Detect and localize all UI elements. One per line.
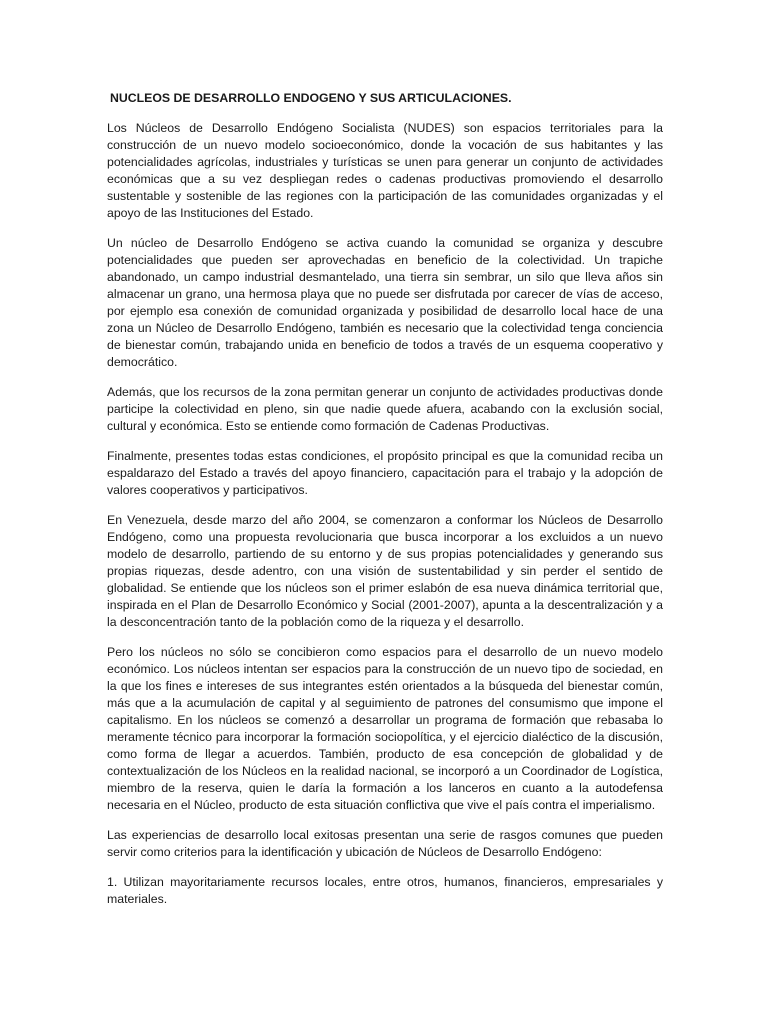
paragraph-state-support: Finalmente, presentes todas estas condiciones, el propósito principal es que la comunidad reciba un espaldarazo del Estado a través del apoyo financiero, capacitación para el trabajo y la adopción de valores cooperativos y participativos. bbox=[107, 449, 663, 497]
document-body bbox=[107, 90, 663, 908]
paragraph-common-traits: Las experiencias de desarrollo local exitosas presentan una serie de rasgos comunes que pueden servir como criterios para la identificación y ubicación de Núcleos de Desarrollo Endógeno: bbox=[107, 828, 663, 859]
paragraph-productive-chains: Además, que los recursos de la zona permitan generar un conjunto de actividades productivas donde participe la colectividad en pleno, sin que nadie quede afuera, acabando con la exclusión social, cultural y económica. Esto se entiende como formación de Cadenas Productivas. bbox=[107, 385, 663, 433]
paragraph-nudes-definition: Los Núcleos de Desarrollo Endógeno Socialista (NUDES) son espacios territoriales para la construcción de un nuevo modelo socioeconómico, donde la vocación de sus habitantes y las potencialidades agrícolas, industriales y turísticas se unen para generar un conjunto de actividades económicas que a su vez despliegan redes o cadenas productivas promoviendo el desarrollo sustentable y sostenible de las regiones con la participación de las comunidades organizadas y el apoyo de las Instituciones del Estado. bbox=[107, 121, 663, 220]
paragraph-venezuela-2004: En Venezuela, desde marzo del año 2004, se comenzaron a conformar los Núcleos de Desarrollo Endógeno, como una propuesta revolucionaria que busca incorporar a los excluidos a un nuevo modelo de desarrollo, partiendo de su entorno y de sus propias potencialidades y generando sus propias riquezas, desde adentro, con una visión de sustentabilidad y sin perder el sentido de globalidad. Se entiende que los núcleos son el primer eslabón de esa nueva dinámica territorial que, inspirada en el Plan de Desarrollo Económico y Social (2001-2007), apunta a la descentralización y a la desconcentración tanto de la población como de la riqueza y el desarrollo. bbox=[107, 513, 663, 629]
paragraph-new-society: Pero los núcleos no sólo se concibieron como espacios para el desarrollo de un nuevo modelo económico. Los núcleos intentan ser espacios para la construcción de un nuevo tipo de sociedad, en la que los fines e intereses de sus integrantes estén orientados a la búsqueda del bienestar común, más que a la acumulación de capital y al seguimiento de patrones del consumismo que impone el capitalismo. En los núcleos se comenzó a desarrollar un programa de formación que rebasaba lo meramente técnico para incorporar la formación sociopolítica, y el ejercicio dialéctico de la discusión, como forma de llegar a acuerdos. También, producto de esa concepción de globalidad y de contextualización de los Núcleos en la realidad nacional, se incorporó a un Coordinador de Logística, miembro de la reserva, quien le daría la formación a los lanceros en cuanto a la autodefensa necesaria en el Núcleo, producto de esta situación conflictiva que vive el país contra el imperialismo. bbox=[107, 645, 663, 812]
paragraph-nucleus-activation: Un núcleo de Desarrollo Endógeno se activa cuando la comunidad se organiza y descubre potencialidades que pueden ser aprovechadas en beneficio de la colectividad. Un trapiche abandonado, un campo industrial desmantelado, una tierra sin sembrar, un silo que lleva años sin almacenar un grano, una hermosa playa que no puede ser disfrutada por carecer de vías de acceso, por ejemplo esa conexión de comunidad organizada y posibilidad de desarrollo local hace de una zona un Núcleo de Desarrollo Endógeno, también es necesario que la colectividad tenga conciencia de bienestar común, trabajando unida en beneficio de todos a través de un esquema cooperativo y democrático. bbox=[107, 236, 663, 369]
list-item-local-resources: 1. Utilizan mayoritariamente recursos locales, entre otros, humanos, financieros, empresariales y materiales. bbox=[107, 875, 663, 906]
document-title: NUCLEOS DE DESARROLLO ENDOGENO Y SUS ARTICULACIONES. bbox=[110, 91, 512, 105]
